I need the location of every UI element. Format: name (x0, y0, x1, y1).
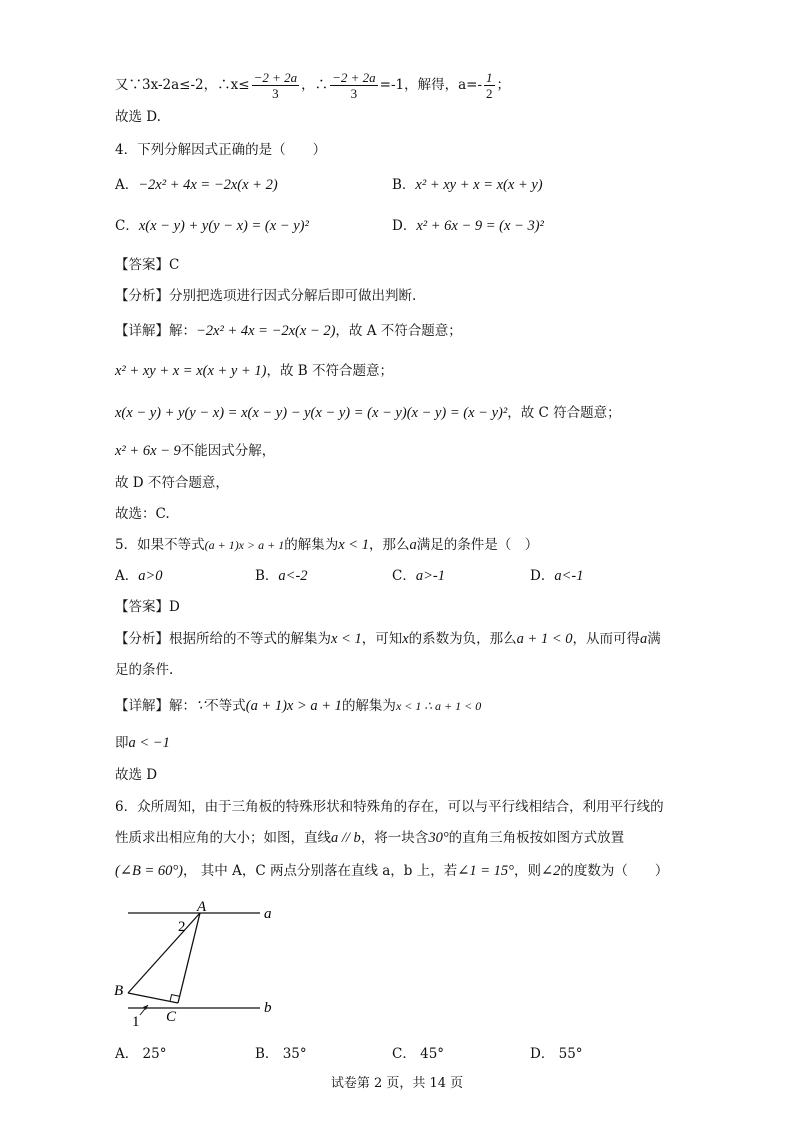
q4-option-d: D．x² + 6x − 9 = (x − 3)² (392, 218, 544, 234)
q3-text-2: ，∴ (301, 77, 329, 93)
q6-stem-line-1: 6．众所周知，由于三角板的特殊形状和特殊角的存在，可以与平行线相结合，利用平行线的 (115, 799, 664, 815)
q4-detail-4: x² + 6x − 9不能因式分解， (115, 443, 276, 459)
q5-detail-2: 即a < −1 (115, 735, 170, 751)
q4-detail-5: 故 D 不符合题意， (115, 475, 229, 491)
q6-option-a: A． 25° (115, 1046, 167, 1062)
q5-answer: 【答案】D (115, 599, 180, 615)
label-angle-1: 1 (132, 1014, 140, 1030)
fraction-2: $\frac{-2 + 2a}{3}$ (332, 70, 376, 101)
q5-option-d: D．a<-1 (530, 568, 584, 584)
q4-option-a: A．−2x² + 4x = −2x(x + 2) (115, 177, 278, 193)
q3-conclusion: 故选 D. (115, 109, 161, 125)
q4-detail-3: x(x − y) + y(y − x) = x(x − y) − y(x − y) = (x − y)(x − y) = (x − y)²，故 C 符合题意； (115, 405, 621, 421)
q4-option-b: B．x² + xy + x = x(x + y) (392, 177, 543, 193)
q5-stem: 5．如果不等式(a + 1)x > a + 1的解集为x < 1，那么a满足的条件是（ ） (115, 537, 539, 553)
q4-answer: 【答案】C (115, 257, 180, 273)
triangle-figure (110, 895, 290, 1035)
label-angle-2: 2 (178, 919, 186, 935)
label-a: a (264, 906, 272, 922)
q6-option-b: B． 35° (255, 1046, 307, 1062)
q3-text-3: =-1，解得，a=- (379, 77, 483, 93)
fraction-3: $\frac{1}{2}$ (486, 70, 493, 101)
q3-text-1: 又∵3x-2a≤-2，∴x≤ (115, 77, 250, 93)
side-ab (128, 913, 200, 993)
q4-stem: 4．下列分解因式正确的是（ ） (115, 142, 327, 158)
q5-option-c: C．a>-1 (392, 568, 445, 584)
q5-analysis-2: 足的条件. (115, 662, 174, 678)
q4-option-c: C．x(x − y) + y(y − x) = (x − y)² (115, 218, 309, 234)
q4-detail-2: x² + xy + x = x(x + y + 1)，故 B 不符合题意； (115, 363, 393, 379)
q4-analysis: 【分析】分别把选项进行因式分解后即可做出判断. (115, 288, 417, 304)
q6-stem-line-3: (∠B = 60°)， 其中 A，C 两点分别落在直线 a，b 上，若∠1 = 15°，则∠2的度数为（ ） (115, 863, 669, 879)
fraction-1: $\frac{-2 + 2a}{3}$ (253, 70, 298, 101)
q5-analysis-1: 【分析】根据所给的不等式的解集为x < 1，可知x的系数为负，那么a + 1 < 0，从而可得a满 (115, 631, 661, 647)
q4-detail-1: 【详解】解：−2x² + 4x = −2x(x − 2)，故 A 不符合题意； (115, 323, 462, 339)
label-A: A (197, 899, 207, 915)
q6-option-c: C． 45° (392, 1046, 445, 1062)
label-b: b (264, 1000, 272, 1016)
q3-solution-line (115, 70, 510, 101)
q5-option-a: A．a>0 (115, 568, 163, 584)
label-C: C (166, 1009, 177, 1025)
q6-option-d: D． 55° (530, 1046, 583, 1062)
q5-detail-1: 【详解】解：∵不等式(a + 1)x > a + 1的解集为x < 1 ∴ a + 1 < 0 (115, 698, 482, 714)
q4-choose: 故选：C. (115, 506, 170, 522)
label-B: B (114, 983, 124, 999)
q3-text-4: ； (496, 77, 511, 93)
q5-option-b: B．a<-2 (255, 568, 308, 584)
page-footer: 试卷第 2 页，共 14 页 (330, 1076, 464, 1091)
q5-choose: 故选 D (115, 767, 158, 783)
q6-stem-line-2: 性质求出相应角的大小；如图，直线a // b，将一块含30°的直角三角板按如图方式放置 (115, 830, 625, 846)
